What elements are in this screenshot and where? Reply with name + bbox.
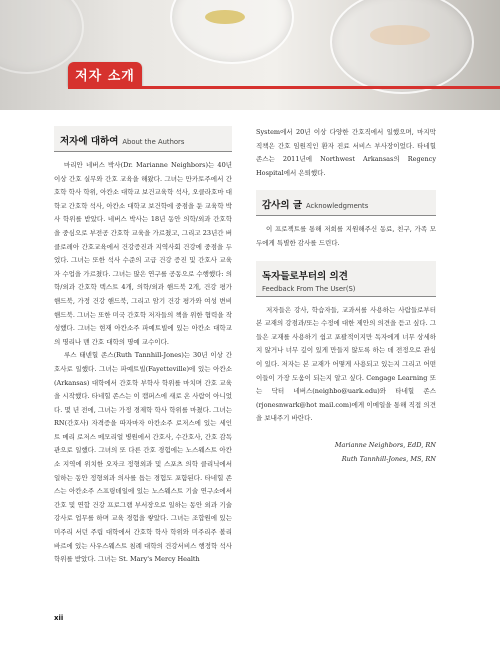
feedback-body: 저자들은 강사, 학습자들, 교과서를 사용하는 사람들로부터 본 교재의 강점과/또는 수정에 대한 제안의 의견을 듣고 싶다. 그들은 교재를 사용하기 쉽고 포괄적이지만 독자에게 너무 상세하지 않거나 너무 깊이 있게 만들지 않도록 하는 데 전정으로 관심이 있다. 저자는 본 교재가 어떻게 사용되고 있는지 그리고 어떤 이들이 가장 도움이 되는지 알고 싶다. Cengage Learning 또는 닥터 네버스(neighbo@uark.edu)와 타네힐 존스(rjonesnwark@hot mail.com)에게 이메일을 통해 직접 의견을 보내주기 바란다.: [256, 305, 436, 423]
title-rule: [68, 86, 500, 89]
feedback-heading-en: Feedback From The User(S): [262, 284, 356, 293]
signature-name-1: Marianne Neighbors, EdD, RN: [334, 440, 436, 449]
ack-heading-en: Acknowledgments: [306, 202, 369, 211]
petri-dish-image: [330, 0, 474, 94]
about-paragraph-2: 루스 태넨힐 존스(Ruth Tannhill-Jones)는 30년 이상 간호사로 일했다. 그녀는 파예트빌(Fayetteville)에 있는 아칸소(Arkansas) 대학에서 간호학 부학사 학위를 마치며 간호 교육을 시작했다. 타네힐 존스는 이 캠퍼스에 새로 온 사람이 아니었다. 몇 년 전에, 그녀는 가정 경제학 학사 학위를 마쳤다. 그녀는 RN(간호사) 자격증을 따자마자 아칸소주 로저스에 있는 세인트 메리 로저스 메모리얼 병원에서 간호사, 수간호사, 간호 감독관으로 일했다. 그녀의 또 다른 간호 경험에는 노스웨스트 아칸소 지역에 위치한 오자크 정형외과 및 스포츠 의학 클리닉에서 일하는 동안 정형외과 의사를 돕는 경험도 포함된다. 타네힐 존스는 아칸소주 스프링데일에 있는 노스웨스트 기술 연구소에서 간호 및 연합 건강 프로그램 부서장으로 일하는 동안 외과 기술 강사로 업무를 하며 교육 경험을 쌓았다. 그녀는 조합원에 있는 미주리 서던 주립 대학에서 간호학 학사 학위와 미주리주 볼리바르에 있는 사우스웨스트 침례 대학의 건강서비스 행정학 석사 학위를 받았다. 그녀는 St. Mary's Mercy Health: [54, 351, 232, 564]
signature-name-2: Ruth Tannhill-Jones, MS, RN: [341, 454, 436, 463]
about-paragraph-continued: System에서 20년 이상 다양한 간호직에서 일했으며, 마지막 직책은 간호 임원직인 환자 진료 서비스 부사장이었다. 타네힐 존스는 2011년에 Northwest Arkansas의 Regency Hospital에서 은퇴했다.: [256, 128, 436, 177]
ack-heading-ko: 감사의 글: [262, 200, 303, 212]
page-title: 저자 소개: [75, 68, 135, 84]
right-column: [256, 126, 436, 466]
page-number: xii: [54, 614, 64, 622]
sample-stain: [205, 10, 245, 24]
section-title-tab: [68, 62, 142, 86]
left-column: [54, 126, 232, 567]
signature-block: [256, 438, 436, 466]
about-paragraph-1: 마리안 네버스 박사(Dr. Marianne Neighbors)는 40년 이상 간호 실무와 간호 교육을 해왔다. 그녀는 만카토주에서 간호학 학사 학위, 아칸소 대학교 보건교육학 석사, 오클라호마 대학교 간호학 석사, 아칸소 대학교 보건학에 중점을 둔 교육학 박사 학위를 받았다. 네버스 박사는 18년 동안 의학/외과 간호학을 중심으로 부전공 간호학 교육을 가르쳤고, 그리고 23년간 버클로레아 간호교육에서 건강증진과 지역사회 건강에 중점을 두었다. 그녀는 또한 석사 수준의 고급 건강 증진 및 간호사 교육자 수업을 가르쳤다. 그녀는 많은 연구를 공동으로 수행했다: 의학/외과 간호학 텍스트 4개, 의학/외과 핸드북 2개, 건강 평가 핸드북, 가정 건강 핸드북, 그리고 암기 건강 평가와 여성 변비 핸드북. 그녀는 또한 미국 간호학 저자들의 책을 위한 협력을 작성했다. 그녀는 현재 아칸소주 파예트빌에 있는 아칸소 대학교의 명리나 맨 간호 대학의 명예 교수이다.: [54, 161, 232, 346]
about-heading-en: About the Authors: [122, 138, 185, 146]
sample-stain: [370, 25, 430, 45]
ack-body: 이 프로젝트를 통해 저희를 지원해주신 동료, 친구, 가족 모두에게 특별한 감사를 드린다.: [256, 225, 436, 247]
about-heading: [54, 126, 232, 152]
ack-heading: [256, 190, 436, 216]
feedback-heading: [256, 261, 436, 297]
header-banner: [0, 0, 500, 110]
about-heading-ko: 저자에 대하여: [60, 136, 119, 147]
feedback-heading-ko: 독자들로부터의 의견: [262, 270, 348, 282]
